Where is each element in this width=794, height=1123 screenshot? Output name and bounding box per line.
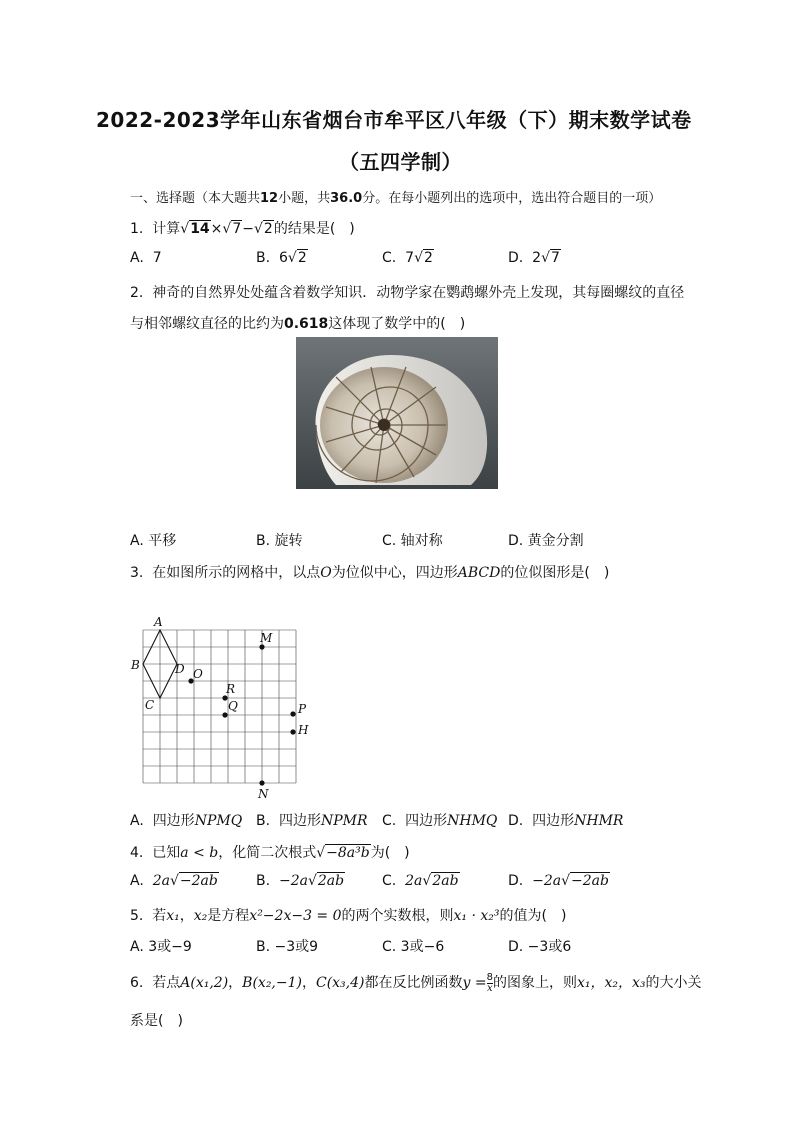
question-text: 在如图所示的网格中，以点 [152, 565, 321, 581]
question-text-post: 的图象上，则 [492, 975, 577, 991]
q4-option-d[interactable] [508, 873, 610, 889]
question-5 [130, 905, 566, 925]
option-letter: A. [130, 873, 144, 889]
page-subtitle: （五四学制） [339, 150, 462, 174]
fraction-denominator: x [486, 982, 493, 994]
q4-option-b[interactable] [256, 873, 345, 889]
q3-option-b[interactable] [256, 810, 368, 830]
label-p: P [298, 702, 307, 716]
q2-option-a[interactable]: A. 平移 [130, 533, 177, 549]
times-sign: × [210, 221, 223, 237]
page-title: 2022-2023学年山东省烟台市牟平区八年级（下）期末数学试卷 [96, 108, 692, 132]
question-text-end: 的大小关 [645, 975, 702, 991]
label-q: Q [228, 699, 238, 713]
point-h [290, 729, 295, 734]
option-letter: B. [256, 813, 271, 829]
q5-option-c[interactable]: C. 3或−6 [382, 939, 445, 955]
sqrt: √2ab [422, 873, 459, 889]
label-h: H [298, 723, 309, 737]
question-number: 3. [130, 565, 144, 581]
option-math: NPMR [320, 813, 368, 829]
question-1 [130, 218, 355, 238]
question-text: 与相邻螺纹直径的比约为 [130, 316, 284, 332]
label-n: N [258, 787, 269, 801]
question-count: 12 [260, 191, 279, 206]
sqrt: √2ab [307, 873, 345, 889]
q1-option-c[interactable] [382, 250, 434, 266]
minus-sign: − [242, 221, 254, 237]
option-value: 7 [152, 250, 162, 266]
question-number: 5. [130, 908, 144, 924]
sqrt-2: √2 [253, 221, 273, 237]
label-c: C [145, 698, 155, 712]
point-b: B(x₂,−1) [242, 975, 302, 991]
point-q [222, 712, 227, 717]
question-text-end: 的位似图形是( ) [500, 565, 610, 581]
question-text: 若 [152, 908, 167, 924]
q2-option-c[interactable]: C. 轴对称 [382, 533, 443, 549]
radicand: −8a³b [326, 845, 370, 861]
question-3 [130, 562, 609, 582]
question-text-mid: ，化简二次根式 [218, 845, 317, 861]
question-2-line2 [130, 313, 465, 333]
var-x1: x₁ [166, 908, 180, 924]
point-label: O [320, 565, 332, 581]
separator: ， [179, 908, 194, 924]
option-coef: 2a [405, 873, 423, 889]
q5-option-a[interactable]: A. 3或−9 [130, 939, 192, 955]
option-text: 四边形 [278, 813, 321, 829]
question-number: 6. [130, 975, 144, 991]
sqrt-14: √14 [180, 221, 210, 237]
question-text: 已知 [152, 845, 181, 861]
q1-option-b[interactable] [256, 250, 308, 266]
radicand: 2ab [432, 873, 459, 889]
option-coef: 6 [278, 250, 288, 266]
radicand: 14 [190, 221, 210, 237]
product-expr: x₁ · x₂³ [453, 908, 500, 924]
q3-option-c[interactable] [382, 810, 497, 830]
label-r: R [226, 682, 236, 696]
question-number: 4. [130, 845, 144, 861]
sqrt-expr: √−8a³b [316, 845, 370, 861]
radicand: 2 [297, 250, 307, 266]
q1-option-a[interactable] [130, 250, 162, 266]
var-x2: x₂ [193, 908, 208, 924]
option-math: NPMQ [194, 813, 243, 829]
option-letter: A. [130, 813, 144, 829]
question-number: 2. [130, 285, 144, 301]
question-text-end: 这体现了数学中的( ) [328, 316, 466, 332]
point-c: C(x₃,4) [315, 975, 365, 991]
total-score: 36.0 [330, 191, 363, 206]
equation: x²−2x−3 = 0 [249, 908, 342, 924]
question-text-mid: 为位似中心，四边形 [331, 565, 458, 581]
q3-option-d[interactable] [508, 810, 623, 830]
radicand: 7 [232, 221, 242, 237]
vars-list: x₁，x₂，x₃ [576, 975, 646, 991]
question-text-mid2: 的两个实数根，则 [341, 908, 454, 924]
q1-option-d[interactable] [508, 250, 561, 266]
option-letter: C. [382, 873, 397, 889]
condition: a < b [180, 845, 219, 861]
point-m [259, 644, 264, 649]
sqrt: √−2ab [561, 873, 609, 889]
radicand: 2 [423, 250, 433, 266]
option-coef: 2a [152, 873, 170, 889]
option-coef: 7 [405, 250, 415, 266]
sqrt: √−2ab [169, 873, 218, 889]
option-coef: −2a [278, 873, 308, 889]
question-text-mid: 是方程 [207, 908, 250, 924]
quad-label: ABCD [457, 565, 501, 581]
question-6: 6. 若点A(x₁,2)，B(x₂,−1)，C(x₃,4)都在反比例函数y = $\frac{8}{x}$ 的图象上，则x₁，x₂，x₃的大小关 [130, 971, 702, 994]
label-o: O [193, 667, 203, 681]
radicand: 2 [263, 221, 273, 237]
label-a: A [154, 615, 163, 629]
q4-option-a[interactable] [130, 873, 219, 889]
question-text-end: 的结果是( ) [273, 221, 355, 237]
option-text: 四边形 [532, 813, 575, 829]
sqrt: √2 [414, 250, 433, 266]
point-n [259, 780, 264, 785]
label-m: M [260, 631, 273, 645]
q2-option-d[interactable]: D. 黄金分割 [508, 533, 584, 549]
question-text: 计算 [152, 221, 181, 237]
q2-option-b[interactable]: B. 旋转 [256, 533, 303, 549]
option-text: 四边形 [405, 813, 448, 829]
radicand: −2ab [179, 873, 218, 889]
section-label-mid: 小题，共 [278, 191, 331, 206]
question-text: 神奇的自然界处处蕴含着数学知识．动物学家在鹦鹉螺外壳上发现，其每圈螺纹的直径 [152, 285, 685, 301]
grid-lines [143, 630, 296, 783]
sqrt: √7 [541, 250, 560, 266]
question-2 [130, 282, 684, 302]
question-text: 若点 [152, 975, 181, 991]
option-coef: −2a [532, 873, 562, 889]
q4-option-c[interactable] [382, 873, 460, 889]
question-text-mid: 都在反比例函数 [364, 975, 463, 991]
function-lhs: y = [462, 975, 487, 991]
question-text-end: 的值为( ) [499, 908, 567, 924]
option-math: NHMR [574, 813, 624, 829]
label-b: B [131, 658, 140, 672]
option-math: NHMQ [447, 813, 498, 829]
option-letter: D. [508, 873, 524, 889]
question-number: 1. [130, 221, 144, 237]
radicand: −2ab [571, 873, 609, 889]
option-letter: B. [256, 250, 271, 266]
section-header [130, 187, 661, 206]
q3-option-a[interactable] [130, 810, 242, 830]
question-4 [130, 842, 410, 862]
option-letter: D. [508, 250, 524, 266]
point-p [290, 711, 295, 716]
section-label-suffix: 分。在每小题列出的选项中，选出符合题目的一项） [362, 191, 662, 206]
option-letter: A. [130, 250, 144, 266]
option-text: 四边形 [152, 813, 195, 829]
grid-figure [126, 612, 316, 802]
option-letter: D. [508, 813, 524, 829]
sqrt-7: √7 [222, 221, 242, 237]
radicand: 7 [550, 250, 560, 266]
point-a: A(x₁,2) [180, 975, 229, 991]
option-letter: B. [256, 873, 271, 889]
label-d: D [175, 662, 185, 676]
option-coef: 2 [532, 250, 542, 266]
radicand: 2ab [317, 873, 345, 889]
q5-option-b[interactable]: B. −3或9 [256, 939, 319, 955]
question-text-end: 为( ) [370, 845, 410, 861]
question-6-line2: 系是( ) [130, 1013, 183, 1029]
q5-option-d[interactable]: D. −3或6 [508, 939, 572, 955]
point-r [222, 695, 227, 700]
option-letter: C. [382, 250, 397, 266]
nautilus-shell-image [296, 337, 498, 489]
option-letter: C. [382, 813, 397, 829]
sqrt: √2 [287, 250, 307, 266]
section-label-prefix: 一、选择题（本大题共 [130, 191, 261, 206]
fraction-numerator: 8 [486, 971, 493, 983]
ratio-value: 0.618 [284, 316, 329, 332]
